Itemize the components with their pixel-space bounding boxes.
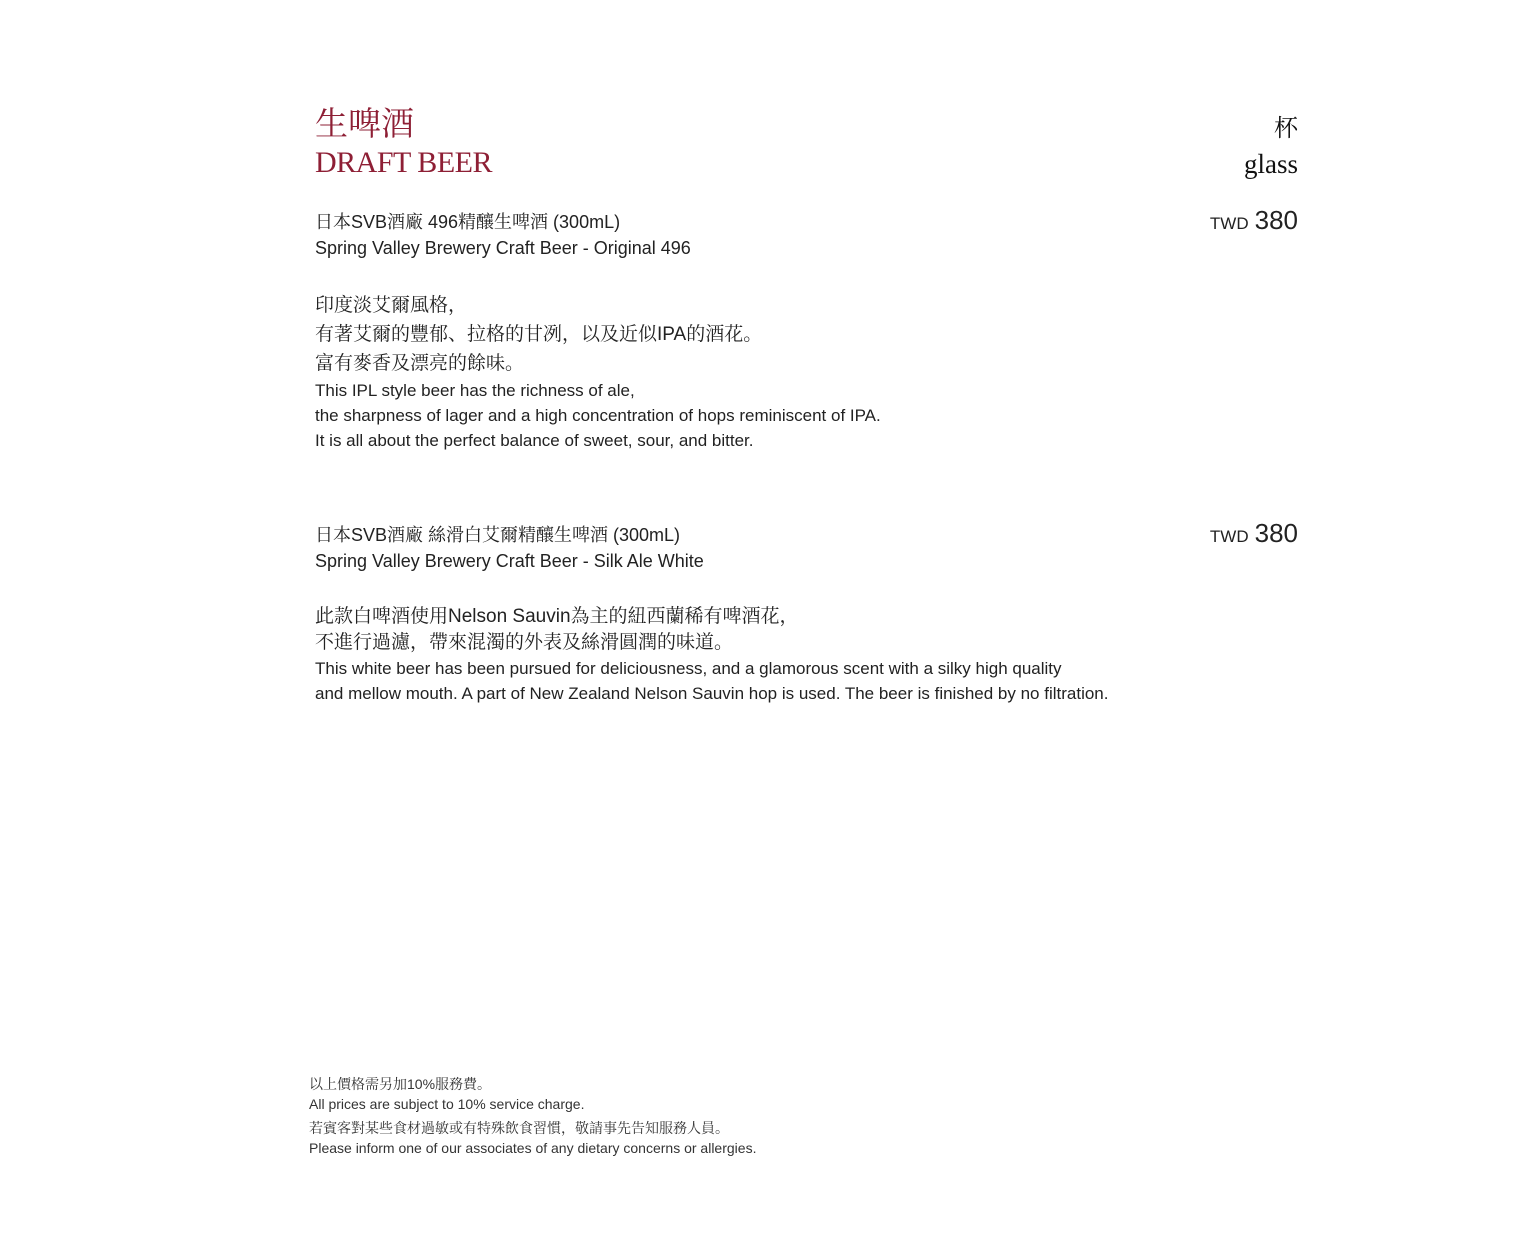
description-line: 不進行過濾，帶來混濁的外表及絲滑圓潤的味道。	[315, 632, 734, 653]
item-price	[1210, 518, 1298, 549]
unit-label-en: glass	[1244, 149, 1298, 179]
price-value: 380	[1254, 518, 1298, 548]
item-description-zh	[315, 604, 1215, 656]
service-charge-en: All prices are subject to 10% service charge.	[309, 1096, 585, 1112]
item-price	[1210, 205, 1298, 236]
item-name-en: Spring Valley Brewery Craft Beer - Silk Ale White	[315, 551, 704, 571]
description-line: It is all about the perfect balance of sweet, sour, and bitter.	[315, 431, 754, 450]
currency: TWD	[1209, 214, 1249, 233]
item-name-en: Spring Valley Brewery Craft Beer - Original 496	[315, 238, 691, 258]
unit-label-zh: 杯	[1274, 114, 1298, 142]
item-name-zh: 日本SVB酒廠 絲滑白艾爾精釀生啤酒 (300mL)	[315, 525, 681, 545]
section-title-en: DRAFT BEER	[315, 146, 492, 179]
item-description-en	[315, 378, 1215, 453]
description-line: and mellow mouth. A part of New Zealand Nelson Sauvin hop is used. The beer is finished by no filtration.	[315, 684, 1109, 703]
allergy-note-zh: 若賓客對某些食材過敏或有特殊飲食習慣，敬請事先告知服務人員。	[309, 1120, 729, 1136]
item-description-zh	[315, 291, 1215, 378]
item-description-en	[315, 656, 1215, 706]
description-line: 印度淡艾爾風格，	[315, 295, 468, 316]
description-line: 此款白啤酒使用Nelson Sauvin為主的紐西蘭稀有啤酒花，	[315, 606, 799, 627]
currency: TWD	[1209, 527, 1249, 546]
section-title-zh: 生啤酒	[315, 104, 414, 143]
description-line: This IPL style beer has the richness of ale,	[315, 381, 635, 400]
menu-item	[315, 209, 1215, 453]
footer-notes	[309, 1074, 756, 1158]
description-line: the sharpness of lager and a high concentration of hops reminiscent of IPA.	[315, 406, 881, 425]
menu-item	[315, 522, 1215, 706]
description-line: This white beer has been pursued for deliciousness, and a glamorous scent with a silky high quality	[315, 659, 1062, 678]
item-name-zh: 日本SVB酒廠 496精釀生啤酒 (300mL)	[315, 212, 621, 232]
price-value: 380	[1254, 205, 1298, 235]
allergy-note-en: Please inform one of our associates of any dietary concerns or allergies.	[309, 1140, 757, 1156]
service-charge-zh: 以上價格需另加10%服務費。	[309, 1076, 492, 1092]
description-line: 有著艾爾的豐郁、拉格的甘冽，以及近似IPA的酒花。	[315, 324, 763, 345]
description-line: 富有麥香及漂亮的餘味。	[315, 353, 525, 374]
